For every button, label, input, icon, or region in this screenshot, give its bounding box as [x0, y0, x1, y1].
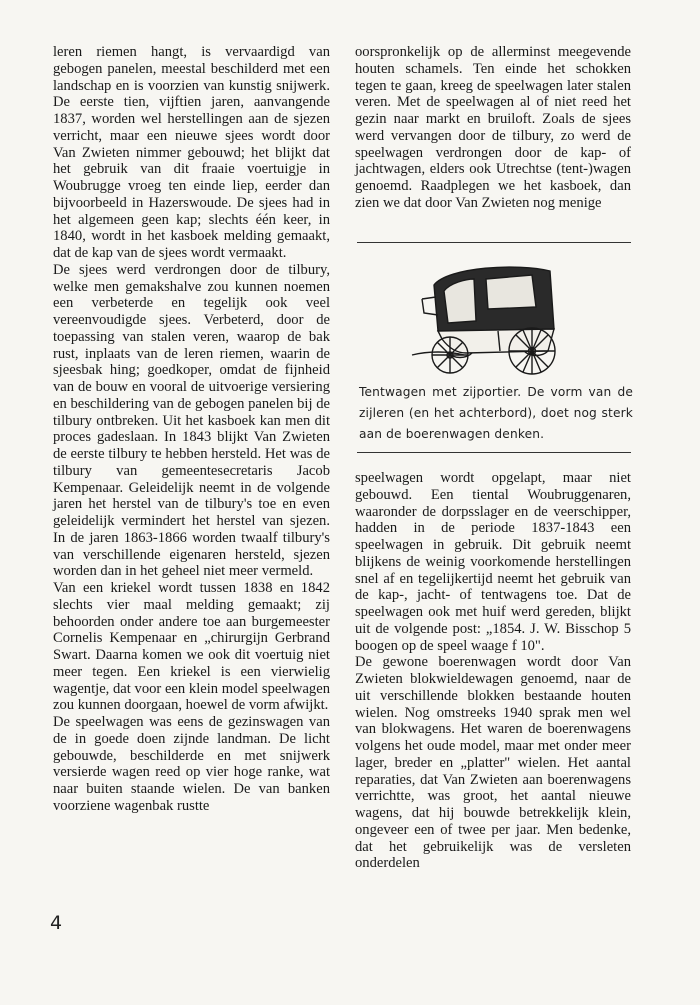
- paragraph: De gewone boerenwagen wordt door Van Zwieten blokwieldewagen genoemd, naar de uit verschillende blokken bestaande houten wielen. Nog omstreeks 1940 sprak men wel van blokwagens. Het waren de boerenwagens volgens het oude model, maar met onder meer lager, breder en „platter" wielen. Het aantal reparaties, dat Van Zwieten aan boerenwagens verrichtte, was groot, het aantal nieuwe wagens, dat hij bouwde betrekkelijk klein, ongeveer een of twee per jaar. Men bedenke, dat het gebruikelijk was de versleten onderdelen: [355, 654, 631, 872]
- paragraph: leren riemen hangt, is vervaardigd van gebogen panelen, meestal beschilderd met een landschap en is voorzien van kunstig snijwerk. De eerste tien, vijftien jaren, aanvangende 1837, worden wel herstellingen aan de sjezen verricht, maar een nieuwe sjees wordt door Van Zwieten nimmer gebouwd; het blijkt dat het gebruik van dit fraaie voertuigje in Woubrugge vroeg ten einde liep, eerder dan bijvoorbeeld in Hazerswoude. De sjees had in het algemeen geen kap; slechts één keer, in 1840, wordt in het kasboek melding gemaakt, dat de kap van de sjees wordt vermaakt.: [53, 44, 330, 261]
- paragraph: speelwagen wordt opgelapt, maar niet gebouwd. Een tiental Woubruggenaren, waaronder de dorpsslager en de veerschipper, hadden in de periode 1837-1843 een speelwagen in gebruik. Dit gebruik neemt blijkens de weinig voorkomende herstellingen snel af en tegelijkertijd neemt het gebruik van de kap-, jacht- of tentwagens toe. Dat de speelwagen ook met huif werd gereden, blijkt uit de volgende post: „1854. J. W. Bisschop 5 boogen op de speel waage f 10".: [355, 470, 631, 654]
- paragraph: Van een kriekel wordt tussen 1838 en 1842 slechts vier maal melding gemaakt; zij behoorden onder andere toe aan burgemeester Cornelis Kempenaar en „chirurgijn Gerbrand Swart. Daarna komen we ook dit voertuig niet meer tegen. Een kriekel is een vierwielig wagentje, dat voor een klein model speelwagen zou kunnen doorgaan, hoewel de vorm afwijkt.: [53, 580, 330, 714]
- figure-bottom-rule: [357, 452, 631, 453]
- right-column-top: [355, 44, 631, 212]
- figure-top-rule: [357, 242, 631, 243]
- right-column-bottom: [355, 470, 631, 872]
- left-column: [53, 44, 330, 815]
- paragraph: De sjees werd verdrongen door de tilbury, welke men gemakshalve zou kunnen noemen een verbeterde en tegelijk ook veel vereenvoudigde sjees. Verbeterd, door de toepassing van stalen veren, waarop de bak rust, inplaats van de leren riemen, waarin de sjeesbak hing; goedkoper, omdat de fijnheid van de bouw en vooral de uitvoerige versiering en beschildering van de gebogen panelen bij de tilbury ontbreken. Uit het kasboek kan men dit proces gadeslaan. In 1843 blijkt Van Zwieten de eerste tilbury te hebben hersteld. Het was de tilbury van gemeentesecretaris Jacob Kempenaar. Geleidelijk neemt in de volgende jaren het herstel van de tilbury's toe en even geleidelijk vermindert het herstel van sjezen. In de jaren 1863-1866 worden twaalf tilbury's van verschillende eigenaren hersteld, sjezen worden dan in het geheel niet meer vermeld.: [53, 261, 330, 580]
- paragraph: oorspronkelijk op de allerminst meegevende houten schamels. Ten einde het schokken tegen te gaan, kreeg de speelwagen later stalen veren. Met de speelwagen al of niet reed het gezin naar markt en bruiloft. Zoals de sjees werd vervangen door de tilbury, zo werd de speelwagen verdrongen door de kap- of jachtwagen, elders ook Utrechtse (tent-)wagen genoemd. Raadplegen we het kasboek, dan zien we dat door Van Zwieten nog menige: [355, 44, 631, 211]
- page-number: 4: [50, 912, 63, 934]
- carriage-drawing: [408, 259, 568, 377]
- figure-caption: Tentwagen met zijportier. De vorm van de zijleren (en het achterbord), doet nog sterk aan de boerenwagen denken.: [359, 385, 633, 441]
- paragraph: De speelwagen was eens de gezinswagen van de in goede doen zijnde landman. De licht gebouwde, beschilderde en met snijwerk versierde wagen reed op vier hoge ranke, wat naar buiten staande wielen. De van banken voorziene wagenbak rustte: [53, 714, 330, 814]
- tentwagen-illustration-icon: [408, 259, 568, 377]
